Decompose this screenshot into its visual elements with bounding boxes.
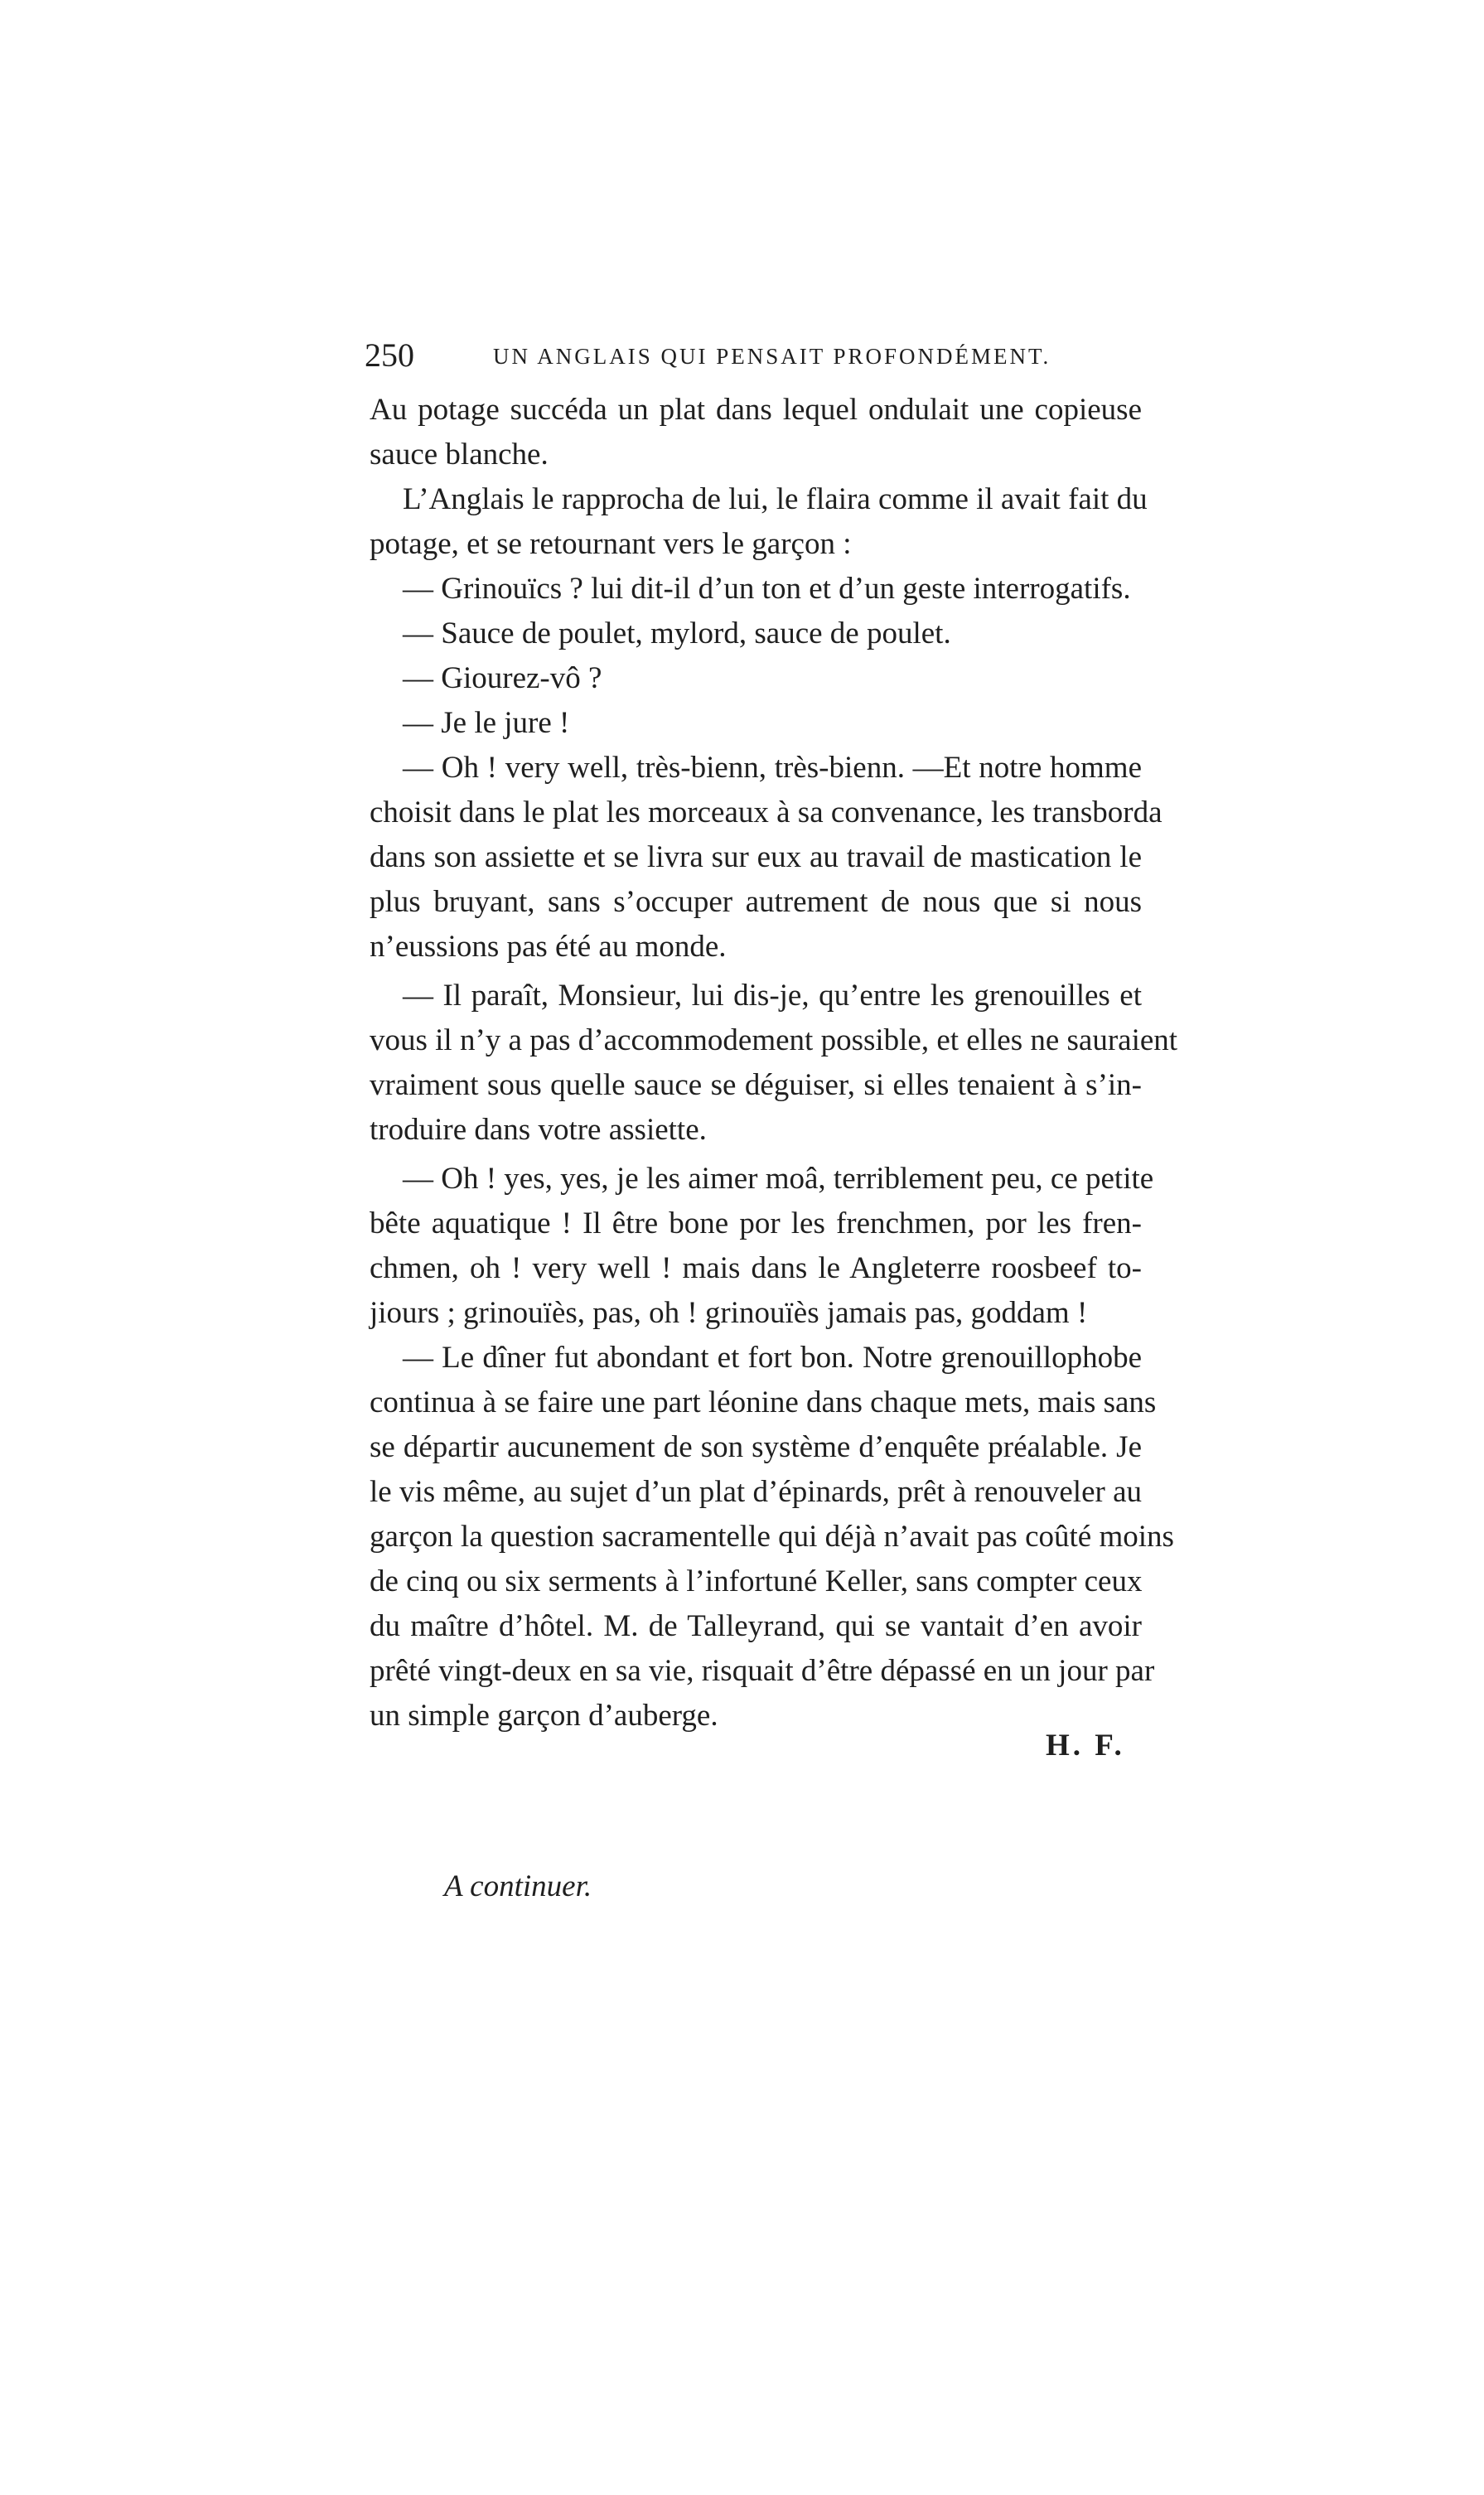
text-line: vraiment sous quelle sauce se déguiser, si elles tenaient à s’in- <box>370 1068 1142 1102</box>
text-line: vous il n’y a pas d’accommodement possible, et elles ne sauraient <box>370 1023 1178 1057</box>
text-line: continua à se faire une part léonine dans chaque mets, mais sans <box>370 1385 1157 1419</box>
text-line: — Giourez-vô ? <box>403 661 602 695</box>
running-title: UN ANGLAIS QUI PENSAIT PROFONDÉMENT. <box>493 344 1051 369</box>
text-line: troduire dans votre assiette. <box>370 1113 707 1147</box>
text-line: se départir aucunement de son système d’enquête préalable. Je <box>370 1430 1142 1464</box>
text-line: potage, et se retournant vers le garçon : <box>370 527 852 561</box>
text-line: — Grinouïcs ? lui dit-il d’un ton et d’un geste interrogatifs. <box>403 572 1131 606</box>
text-line: dans son assiette et se livra sur eux au travail de mastication le <box>370 840 1142 874</box>
continuation-note: A continuer. <box>444 1869 592 1903</box>
author-signature: H. F. <box>1046 1729 1125 1762</box>
text-line: chmen, oh ! very well ! mais dans le Angleterre roosbeef to- <box>370 1251 1142 1285</box>
text-line: choisit dans le plat les morceaux à sa convenance, les transborda <box>370 795 1163 829</box>
body-text <box>370 388 1178 1738</box>
text-line: — Sauce de poulet, mylord, sauce de poulet. <box>403 616 951 650</box>
text-line: Au potage succéda un plat dans lequel ondulait une copieuse <box>370 393 1142 427</box>
text-line: jiours ; grinouïès, pas, oh ! grinouïès jamais pas, goddam ! <box>370 1296 1088 1330</box>
text-line: bête aquatique ! Il être bone por les frenchmen, por les fren- <box>370 1206 1142 1240</box>
text-line: — Oh ! yes, yes, je les aimer moâ, terriblement peu, ce petite <box>403 1162 1154 1196</box>
text-line: — Il paraît, Monsieur, lui dis-je, qu’entre les grenouilles et <box>403 979 1142 1013</box>
text-line: du maître d’hôtel. M. de Talleyrand, qui se vantait d’en avoir <box>370 1609 1142 1643</box>
text-line: — Je le jure ! <box>403 706 570 740</box>
text-line: le vis même, au sujet d’un plat d’épinards, prêt à renouveler au <box>370 1475 1142 1509</box>
page-number: 250 <box>365 336 414 374</box>
text-line: prêté vingt-deux en sa vie, risquait d’être dépassé en un jour par <box>370 1654 1155 1688</box>
text-line: n’eussions pas été au monde. <box>370 930 727 964</box>
page-header <box>365 335 1142 376</box>
text-line: sauce blanche. <box>370 438 549 471</box>
text-line: L’Anglais le rapprocha de lui, le flaira comme il avait fait du <box>403 482 1148 516</box>
text-line: un simple garçon d’auberge. <box>370 1699 718 1733</box>
text-line: de cinq ou six serments à l’infortuné Keller, sans compter ceux <box>370 1564 1143 1598</box>
text-line: — Oh ! very well, très-bienn, très-bienn. —Et notre homme <box>403 751 1142 785</box>
text-line: plus bruyant, sans s’occuper autrement de nous que si nous <box>370 885 1142 919</box>
text-line: garçon la question sacramentelle qui déjà n’avait pas coûté moins <box>370 1520 1174 1554</box>
text-line: — Le dîner fut abondant et fort bon. Notre grenouillophobe <box>403 1341 1142 1375</box>
